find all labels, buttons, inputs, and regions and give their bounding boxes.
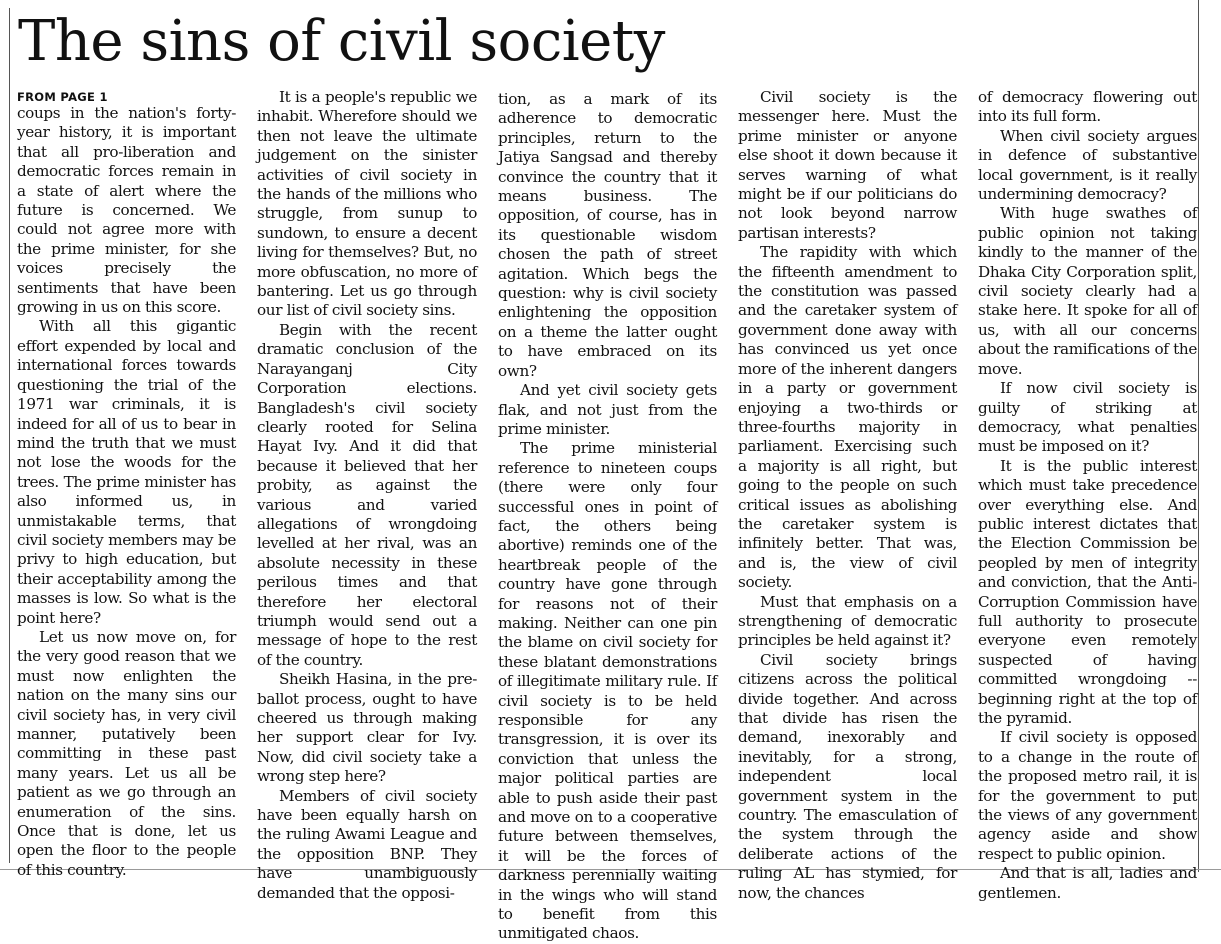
article-column-4 bbox=[738, 88, 957, 902]
continuation-kicker: FROM PAGE 1 bbox=[17, 90, 108, 104]
paragraph: tion, as a mark of its adherence to democratic principles, return to the Jatiya Sangsad and thereby convince the country that it means business. The opposition, of course, has in its questionable wisdom chosen the path of street agitation. Which begs the question: why is civil society enlightening the opposition on a theme the latter ought to have embraced on its own? bbox=[498, 90, 717, 380]
paragraph: If now civil society is guilty of striking at democracy, what penalties must be imposed on it? bbox=[978, 379, 1197, 456]
article-column-3 bbox=[498, 90, 717, 943]
paragraph: Begin with the recent dramatic conclusion of the Narayanganj City Corporation elections. Bangladesh's civil society clearly rooted for Selina Hayat Ivy. And it did that because it believed that her probity, as against the various and varied allegations of wrongdoing levelled at her rival, was an absolute necessity in these perilous times and that therefore her electoral triumph would send out a message of hope to the rest of the country. bbox=[257, 320, 477, 669]
paragraph: The prime ministerial reference to nineteen coups (there were only four successful ones in point of fact, the others being abortive) reminds one of the heartbreak people of the country have gone through for reasons not of their making. Neither can one pin the blame on civil society for these blatant demonstrations of illegitimate military rule. If civil society is to be held responsible for any transgression, it is over its conviction that unless the major political parties are able to push aside their past and move on to a cooperative future between themselves, it will be the forces of darkness perennially waiting in the wings who will stand to benefit from this unmitigated chaos. bbox=[498, 439, 717, 943]
paragraph: Let us now move on, for the very good reason that we must now enlighten the nation on the many sins our civil society has, in very civil manner, putatively been committing in these past many years. Let us all be patient as we go through an enumeration of the sins. Once that is done, let us open the floor to the people of this country. bbox=[17, 627, 236, 879]
paragraph: Civil society is the messenger here. Must the prime minister or anyone else shoot it down because it serves warning of what might be if our politicians do not look beyond narrow partisan interests? bbox=[738, 88, 957, 242]
paragraph: Sheikh Hasina, in the pre-ballot process, ought to have cheered us through making her support clear for Ivy. Now, did civil society take a wrong step here? bbox=[257, 670, 477, 786]
article-column-5 bbox=[978, 88, 1197, 902]
paragraph: The rapidity with which the fifteenth amendment to the constitution was passed and the caretaker system of government done away with has convinced us yet once more of the inherent dangers in a party or government enjoying a two-thirds or three-fourths majority in parliament. Exercising such a majority is all right, but going to the people on such critical issues as abolishing the caretaker system is infinitely better. That was, and is, the view of civil society. bbox=[738, 243, 957, 592]
paragraph: coups in the nation's forty-year history, it is important that all pro-liberation and democratic forces remain in a state of alert where the future is concerned. We could not agree more with the prime minister, for she voices precisely the sentiments that have been growing in us on this score. bbox=[17, 104, 236, 317]
article-column-2 bbox=[257, 88, 477, 902]
paragraph: It is a people's republic we inhabit. Wherefore should we then not leave the ultimate judgement on the sinister activities of civil society in the hands of the millions who struggle, from sunup to sundown, to ensure a decent living for themselves? But, no more obfuscation, no more of bantering. Let us go through our list of civil society sins. bbox=[257, 88, 477, 320]
paragraph: With all this gigantic effort expended by local and international forces towards questioning the trial of the 1971 war criminals, it is indeed for all of us to bear in mind the truth that we must not lose the woods for the trees. The prime minister has also informed us, in unmistakable terms, that civil society members may be privy to high education, but their acceptability among the masses is low. So what is the point here? bbox=[17, 317, 236, 627]
article-column-1 bbox=[17, 88, 236, 879]
paragraph: When civil society argues in defence of substantive local government, is it really undermining democracy? bbox=[978, 126, 1197, 204]
paragraph: Members of civil society have been equally harsh on the ruling Awami League and the opposition BNP. They have unambiguously demanded that the opposi- bbox=[257, 786, 477, 902]
paragraph: With huge swathes of public opinion not taking kindly to the manner of the Dhaka City Corporation split, civil society clearly had a stake here. It spoke for all of us, with all our concerns about the ramifications of the move. bbox=[978, 204, 1197, 378]
paragraph: If civil society is opposed to a change in the route of the proposed metro rail, it is for the government to put the views of any government agency aside and show respect to public opinion. bbox=[978, 728, 1197, 863]
paragraph: It is the public interest which must take precedence over everything else. And public interest dictates that the Election Commission be peopled by men of integrity and conviction, that the Anti-Corruption Commission have full authority to prosecute everyone even remotely suspected of having committed wrongdoing -- beginning right at the top of the pyramid. bbox=[978, 456, 1197, 727]
paragraph: of democracy flowering out into its full form. bbox=[978, 88, 1197, 126]
paragraph: And that is all, ladies and gentlemen. bbox=[978, 864, 1197, 902]
paragraph: Must that emphasis on a strengthening of democratic principles be held against it? bbox=[738, 592, 957, 650]
left-column-rule bbox=[9, 8, 10, 863]
right-page-rule bbox=[1198, 0, 1199, 872]
article-headline: The sins of civil society bbox=[18, 9, 665, 74]
paragraph: And yet civil society gets flak, and not just from the prime minister. bbox=[498, 381, 717, 438]
paragraph: Civil society brings citizens across the political divide together. And across that divide has risen the demand, inexorably and inevitably, for a strong, independent local government system in the country. The emasculation of the system through the deliberate actions of the ruling AL has stymied, for now, the chances bbox=[738, 650, 957, 902]
